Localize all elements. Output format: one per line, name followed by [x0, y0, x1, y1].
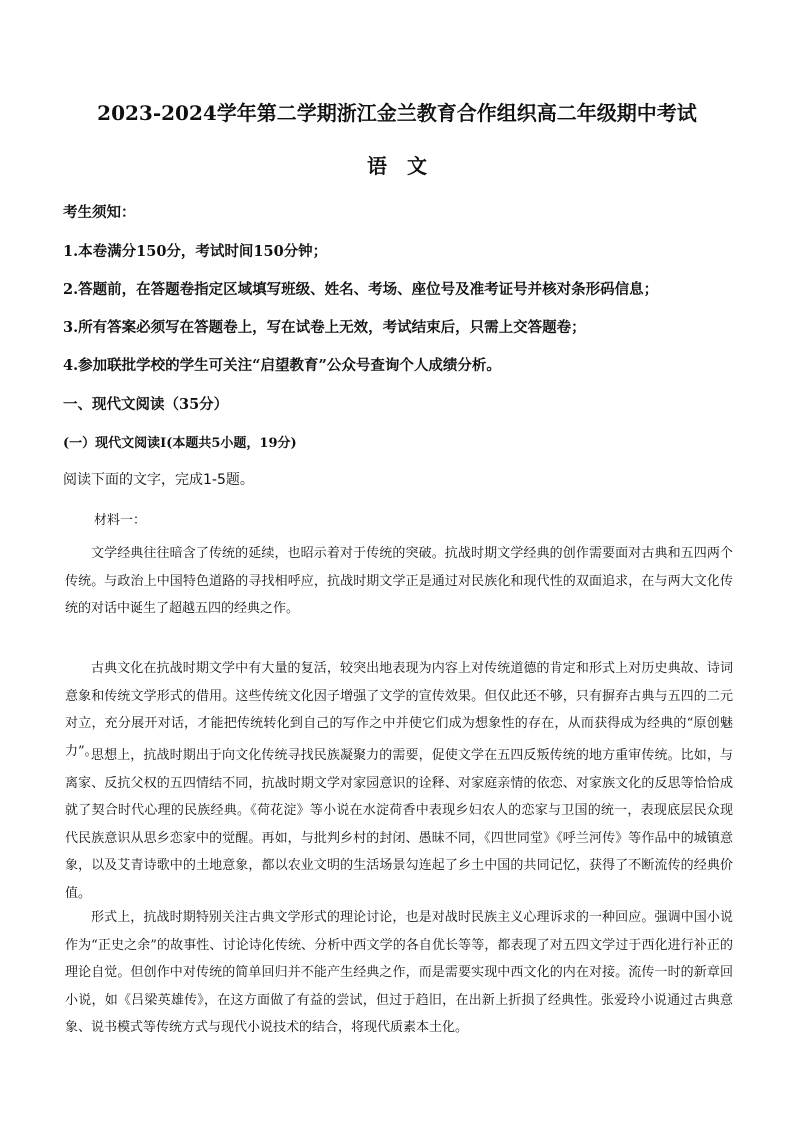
notice-heading: 考生须知： [63, 204, 136, 221]
subject-title: 语文 [367, 154, 447, 178]
notice-item: 3.所有答案必须写在答题卷上，写在试卷上无效，考试结束后，只需上交答题卷； [63, 319, 586, 336]
exam-title: 2023-2024学年第二学期浙江金兰教育合作组织高二年级期中考试 [97, 101, 697, 125]
section-subtitle: (一）现代文阅读Ⅰ(本题共5小题，19分) [63, 436, 297, 451]
material-label: 材料一： [94, 513, 147, 528]
section-instruction: 阅读下面的文字，完成1-5题。 [63, 472, 254, 488]
section-title: 一、现代文阅读（35分） [63, 396, 229, 413]
article-paragraph: 思想上，抗战时期出于向文化传统寻找民族凝聚力的需要，促使文学在五四反叛传统的地方重审传统。比如，与离家、反抗父权的五四情结不同，抗战时期文学对家园意识的诠释、对家庭亲情的依恋、对家族文化的反思等恰恰成就了契合时代心理的民族经典。《荷花淀》等小说在水淀荷香中表现乡妇农人的恋家与卫国的统一，表现底层民众现代民族意识从思乡恋家中的觉醒。再如，与批判乡村的封闭、愚昧不同，《四世同堂》《呼兰河传》等作品中的城镇意象，以及艾青诗歌中的土地意象，都以农业文明的生活场景勾连起了乡土中国的共同记忆，获得了不断流传的经典价值。 [65, 748, 733, 901]
article-paragraph: 形式上，抗战时期特别关注古典文学形式的理论讨论，也是对战时民族主义心理诉求的一种回应。强调中国小说作为“正史之余”的故事性、讨论诗化传统、分析中西文学的各自优长等等，都表现了对五四文学过于西化进行补正的理论自觉。但创作中对传统的简单回归并不能产生经典之作，而是需要实现中西文化的内在对接。流传一时的新章回小说，如《吕梁英雄传》，在这方面做了有益的尝试，但过于趋旧，在出新上折损了经典性。张爱玲小说通过古典意象、说书模式等传统方式与现代小说技术的结合，将现代质素本土化。 [65, 910, 733, 1035]
notice-item: 4.参加联批学校的学生可关注“启望教育”公众号查询个人成绩分析。 [63, 357, 501, 374]
notice-item: 1.本卷满分150分，考试时间150分钟； [63, 243, 328, 260]
article-paragraph: 古典文化在抗战时期文学中有大量的复活，较突出地表现为内容上对传统道德的肯定和形式上对历史典故、诗词意象和传统文学形式的借用。这些传统文化因子增强了文学的宣传效果。但仅此还不够，只有摒弃古典与五四的二元对立，充分展开对话，才能把传统转化到自己的写作之中并使它们成为想象性的存在，从而获得成为经典的“原创魅力”。 [65, 661, 733, 759]
article-paragraph: 文学经典往往暗含了传统的延续，也昭示着对于传统的突破。抗战时期文学经典的创作需要面对古典和五四两个传统。与政治上中国特色道路的寻找相呼应，抗战时期文学正是通过对民族化和现代性的双面追求，在与两大文化传统的对话中诞生了超越五四的经典之作。 [65, 546, 733, 616]
notice-item: 2.答题前，在答题卷指定区域填写班级、姓名、考场、座位号及准考证号并核对条形码信息； [63, 281, 659, 298]
